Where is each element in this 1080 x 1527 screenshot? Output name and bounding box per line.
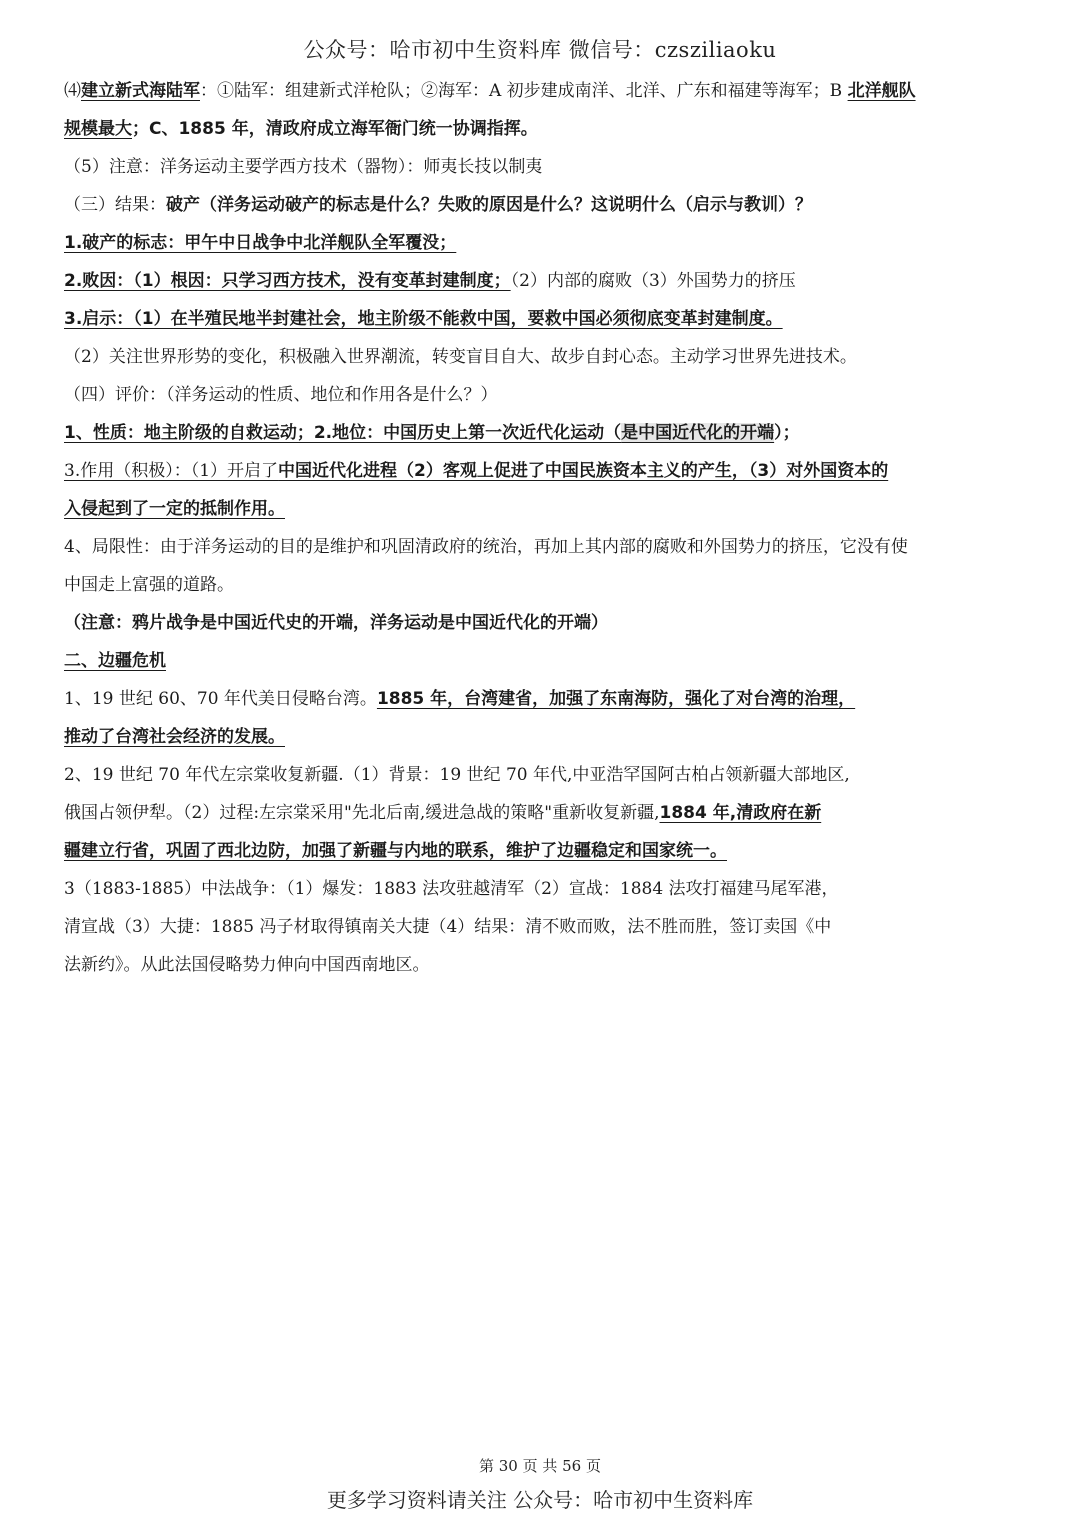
line-xinjiang-1: 2、19 世纪 70 年代左宗棠收复新疆.（1）背景：19 世纪 70 年代,中亚浩罕国阿古柏占领新疆大部地区,	[64, 765, 850, 785]
line-sino-french-1: 3（1883-1885）中法战争：（1）爆发：1883 法攻驻越清军（2）宣战：1884 法攻打福建马尾军港，	[64, 879, 839, 899]
line-sino-french-2: 清宣战（3）大捷：1885 冯子材取得镇南关大捷（4）结果：清不败而败，法不胜而胜，签订卖国《中	[64, 917, 832, 937]
line-nature-status	[64, 414, 1018, 452]
key-term: 建立新式海陆军	[81, 81, 200, 101]
line-lesson-1: 3.启示：（1）在半殖民地半封建社会，地主阶级不能救中国，要救中国必须彻底变革封建制度。	[64, 309, 783, 329]
line-navy-army-2	[64, 110, 1018, 148]
line-sino-french-3: 法新约》。从此法国侵略势力伸向中国西南地区。	[64, 955, 430, 975]
page-number: 第 30 页 共 56 页	[478, 1457, 601, 1475]
document-body	[64, 72, 1018, 984]
key-point: 1885 年，台湾建省，加强了东南海防，强化了对台湾的治理，	[376, 689, 856, 709]
line-lesson-2: （2）关注世界形势的变化，积极融入世界潮流，转变盲目自大、故步自封心态。主动学习世界先进技术。	[64, 347, 857, 367]
section-question: 破产（洋务运动破产的标志是什么？失败的原因是什么？这说明什么（启示与教训）？	[166, 195, 812, 215]
line-taiwan-2: 推动了台湾社会经济的发展。	[64, 727, 285, 747]
key-point: 1、性质：地主阶级的自救运动；2.地位：中国历史上第一次近代化运动（	[64, 423, 622, 443]
section-label: （三）结果：	[64, 195, 166, 215]
page-header: 公众号：哈市初中生资料库 微信号：czsziliaoku	[303, 38, 777, 62]
key-point: 2.败因：（1）根因：只学习西方技术，没有变革封建制度；	[64, 271, 511, 291]
line-xinjiang-3: 疆建立行省，巩固了西北边防，加强了新疆与内地的联系，维护了边疆稳定和国家统一。	[64, 841, 727, 861]
line-limitation-1: 4、局限性：由于洋务运动的目的是维护和巩固清政府的统治，再加上其内部的腐败和外国势力的挤压，它没有使	[64, 537, 908, 557]
line-effect-1	[64, 452, 1018, 490]
body-text: 俄国占领伊犁。（2）过程:左宗棠采用"先北后南,缓进急战的策略"重新收复新疆,	[64, 803, 660, 823]
body-text: ：①陆军：组建新式洋枪队；②海军：A 初步建成南洋、北洋、广东和福建等海军；B	[200, 81, 848, 101]
key-term: 北洋舰队	[847, 81, 916, 101]
body-text: 3.作用（积极）：（1）开启了	[64, 461, 279, 481]
line-effect-2: 入侵起到了一定的抵制作用。	[64, 499, 285, 519]
section-heading-result	[64, 186, 1018, 224]
key-term: 规模最大	[64, 119, 132, 139]
line-taiwan-1	[64, 680, 1018, 718]
line-limitation-2: 中国走上富强的道路。	[64, 575, 234, 595]
item-number: ⑷	[64, 81, 81, 101]
highlighted-point: 是中国近代化的开端	[621, 423, 775, 443]
body-text: （2）内部的腐败（3）外国势力的挤压	[510, 271, 796, 291]
key-point: 中国近代化进程（2）客观上促进了中国民族资本主义的产生，（3）对外国资本的	[278, 461, 889, 481]
line-note-5: （5）注意：洋务运动主要学西方技术（器物）：师夷长技以制夷	[64, 157, 543, 177]
line-xinjiang-2	[64, 794, 1018, 832]
body-text: ）；	[774, 423, 800, 443]
key-point: 1884 年,清政府在新	[659, 803, 822, 823]
line-attention-note: （注意：鸦片战争是中国近代史的开端，洋务运动是中国近代化的开端）	[64, 613, 608, 633]
line-navy-army-1	[64, 72, 1018, 110]
section-heading-evaluation: （四）评价：（洋务运动的性质、地位和作用各是什么？）	[64, 385, 498, 405]
line-failure-sign: 1.破产的标志：甲午中日战争中北洋舰队全军覆没；	[64, 233, 457, 253]
footer-promo: 更多学习资料请关注 公众号：哈市初中生资料库	[326, 1488, 754, 1512]
line-failure-cause	[64, 262, 1018, 300]
body-text: 1、19 世纪 60、70 年代美日侵略台湾。	[64, 689, 377, 709]
body-text: ；C、1885 年，清政府成立海军衙门统一协调指挥。	[132, 119, 538, 139]
section-heading-border-crisis: 二、边疆危机	[64, 651, 166, 671]
